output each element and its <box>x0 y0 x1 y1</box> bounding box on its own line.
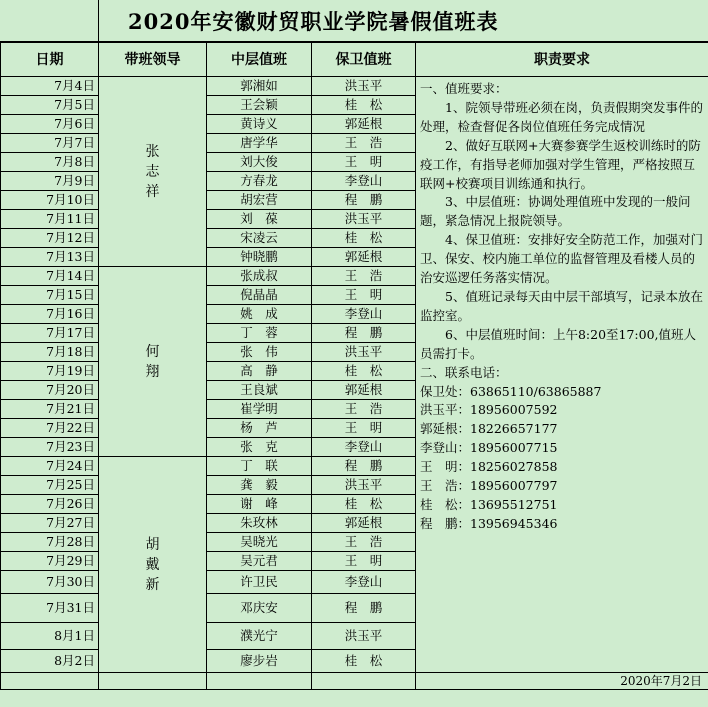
middle-cell: 黄诗义 <box>207 115 312 134</box>
guard-cell: 洪玉平 <box>312 210 416 229</box>
duty-line: 郭延根：18226657177 <box>420 421 558 437</box>
date-cell: 7月4日 <box>1 77 99 96</box>
date-cell: 7月12日 <box>1 229 99 248</box>
date-cell: 7月7日 <box>1 134 99 153</box>
middle-cell: 胡宏营 <box>207 191 312 210</box>
header-date: 日期 <box>1 43 99 77</box>
page-title: 2020年安徽财贸职业学院暑假值班表 <box>128 9 499 34</box>
duty-line: 桂 松：13695512751 <box>420 496 558 512</box>
guard-cell: 程 鹏 <box>312 457 416 476</box>
date-cell: 7月14日 <box>1 267 99 286</box>
guard-cell: 李登山 <box>312 571 416 594</box>
date-cell: 7月18日 <box>1 343 99 362</box>
footer-empty-cell <box>312 673 416 690</box>
middle-cell: 倪晶晶 <box>207 286 312 305</box>
duty-line: 王 明：18256027858 <box>420 459 558 475</box>
duty-line: 5、值班记录每天由中层干部填写，记录本放在监控室。 <box>420 288 703 323</box>
header-middle: 中层值班 <box>207 43 312 77</box>
middle-cell: 朱玫林 <box>207 514 312 533</box>
date-cell: 7月20日 <box>1 381 99 400</box>
middle-cell: 钟晓鹏 <box>207 248 312 267</box>
duty-line: 3、中层值班：协调处理值班中发现的一般问题，紧急情况上报院领导。 <box>420 194 691 229</box>
middle-cell: 刘大俊 <box>207 153 312 172</box>
date-cell: 7月15日 <box>1 286 99 305</box>
duty-requirements <box>416 77 708 673</box>
footer-row <box>1 673 708 690</box>
date-cell: 7月8日 <box>1 153 99 172</box>
date-cell: 7月11日 <box>1 210 99 229</box>
middle-cell: 杨 芦 <box>207 419 312 438</box>
middle-cell: 吴元君 <box>207 552 312 571</box>
date-cell: 7月22日 <box>1 419 99 438</box>
leader-char: 翔 <box>145 363 160 380</box>
guard-cell: 程 鹏 <box>312 594 416 623</box>
duty-line: 洪玉平：18956007592 <box>420 402 558 418</box>
footer-empty-cell <box>99 673 207 690</box>
date-cell: 7月10日 <box>1 191 99 210</box>
footer-empty-cell <box>207 673 312 690</box>
middle-cell: 廖步岩 <box>207 650 312 673</box>
duty-line: 2、做好互联网+大赛参赛学生返校训练时的防疫工作，有指导老师加强对学生管理，严格按照互联网+校赛项目训练通和执行。 <box>420 137 701 191</box>
guard-cell: 桂 松 <box>312 362 416 381</box>
middle-cell: 丁 蓉 <box>207 324 312 343</box>
guard-cell: 郭延根 <box>312 248 416 267</box>
guard-cell: 桂 松 <box>312 229 416 248</box>
header-guard: 保卫值班 <box>312 43 416 77</box>
guard-cell: 桂 松 <box>312 96 416 115</box>
guard-cell: 郭延根 <box>312 381 416 400</box>
leader-char: 新 <box>145 576 160 593</box>
leader-char: 张 <box>145 143 160 160</box>
guard-cell: 王 浩 <box>312 134 416 153</box>
date-cell: 8月1日 <box>1 623 99 650</box>
middle-cell: 方春龙 <box>207 172 312 191</box>
leader-char: 志 <box>145 163 160 180</box>
guard-cell: 洪玉平 <box>312 476 416 495</box>
date-cell: 7月24日 <box>1 457 99 476</box>
leader-cell <box>99 457 207 673</box>
middle-cell: 濮光宁 <box>207 623 312 650</box>
date-cell: 7月5日 <box>1 96 99 115</box>
duty-line: 王 浩：18956007797 <box>420 478 558 494</box>
duty-line: 4、保卫值班：安排好安全防范工作，加强对门卫、保安、校内施工单位的监督管理及看楼人员的治安巡逻任务落实情况。 <box>420 232 703 286</box>
guard-cell: 桂 松 <box>312 495 416 514</box>
middle-cell: 王良斌 <box>207 381 312 400</box>
duty-line: 1、院领导带班必须在岗，负责假期突发事件的处理，检查督促各岗位值班任务完成情况 <box>420 99 703 134</box>
guard-cell: 程 鹏 <box>312 324 416 343</box>
date-cell: 7月19日 <box>1 362 99 381</box>
middle-cell: 王会颖 <box>207 96 312 115</box>
date-cell: 7月26日 <box>1 495 99 514</box>
duty-line: 程 鹏：13956945346 <box>420 515 558 531</box>
guard-cell: 洪玉平 <box>312 77 416 96</box>
date-cell: 7月23日 <box>1 438 99 457</box>
date-cell: 7月17日 <box>1 324 99 343</box>
guard-cell: 郭延根 <box>312 514 416 533</box>
date-cell: 7月30日 <box>1 571 99 594</box>
date-cell: 7月25日 <box>1 476 99 495</box>
middle-cell: 张 伟 <box>207 343 312 362</box>
middle-cell: 唐学华 <box>207 134 312 153</box>
middle-cell: 姚 成 <box>207 305 312 324</box>
middle-cell: 高 静 <box>207 362 312 381</box>
guard-cell: 王 明 <box>312 153 416 172</box>
guard-cell: 王 明 <box>312 286 416 305</box>
middle-cell: 郭湘如 <box>207 77 312 96</box>
title-divider <box>98 0 99 42</box>
guard-cell: 王 浩 <box>312 533 416 552</box>
title-row <box>0 0 708 42</box>
guard-cell: 洪玉平 <box>312 343 416 362</box>
date-cell: 8月2日 <box>1 650 99 673</box>
leader-char: 祥 <box>145 183 160 200</box>
guard-cell: 王 明 <box>312 552 416 571</box>
header-duty: 职责要求 <box>416 43 708 77</box>
duty-line: 保卫处：63865110/63865887 <box>420 383 602 399</box>
guard-cell: 王 明 <box>312 419 416 438</box>
header-row <box>1 43 708 77</box>
middle-cell: 丁 联 <box>207 457 312 476</box>
guard-cell: 郭延根 <box>312 115 416 134</box>
date-cell: 7月29日 <box>1 552 99 571</box>
middle-cell: 吴晓光 <box>207 533 312 552</box>
guard-cell: 王 浩 <box>312 267 416 286</box>
duty-line: 一、值班要求： <box>420 81 508 96</box>
leader-cell <box>99 267 207 457</box>
middle-cell: 谢 峰 <box>207 495 312 514</box>
duty-line: 二、联系电话： <box>420 364 508 380</box>
guard-cell: 李登山 <box>312 172 416 191</box>
footer-date: 2020年7月2日 <box>416 673 708 690</box>
header-leader: 带班领导 <box>99 43 207 77</box>
duty-line: 6、中层值班时间：上午8:20至17:00,值班人员需打卡。 <box>420 326 697 361</box>
leader-char: 何 <box>145 343 160 360</box>
date-cell: 7月21日 <box>1 400 99 419</box>
footer-empty-cell <box>1 673 99 690</box>
leader-cell <box>99 77 207 267</box>
date-cell: 7月6日 <box>1 115 99 134</box>
guard-cell: 洪玉平 <box>312 623 416 650</box>
guard-cell: 李登山 <box>312 305 416 324</box>
date-cell: 7月13日 <box>1 248 99 267</box>
date-cell: 7月28日 <box>1 533 99 552</box>
date-cell: 7月31日 <box>1 594 99 623</box>
schedule-table <box>0 42 708 690</box>
date-cell: 7月16日 <box>1 305 99 324</box>
guard-cell: 桂 松 <box>312 650 416 673</box>
duty-line: 李登山：18956007715 <box>420 440 558 456</box>
date-cell: 7月27日 <box>1 514 99 533</box>
table-row <box>1 77 708 96</box>
middle-cell: 刘 葆 <box>207 210 312 229</box>
middle-cell: 张 克 <box>207 438 312 457</box>
date-cell: 7月9日 <box>1 172 99 191</box>
guard-cell: 李登山 <box>312 438 416 457</box>
leader-char: 胡 <box>145 536 160 553</box>
middle-cell: 许卫民 <box>207 571 312 594</box>
guard-cell: 程 鹏 <box>312 191 416 210</box>
leader-char: 戴 <box>145 556 160 573</box>
middle-cell: 宋凌云 <box>207 229 312 248</box>
middle-cell: 张成叔 <box>207 267 312 286</box>
middle-cell: 崔学明 <box>207 400 312 419</box>
middle-cell: 龚 毅 <box>207 476 312 495</box>
middle-cell: 邓庆安 <box>207 594 312 623</box>
guard-cell: 王 浩 <box>312 400 416 419</box>
